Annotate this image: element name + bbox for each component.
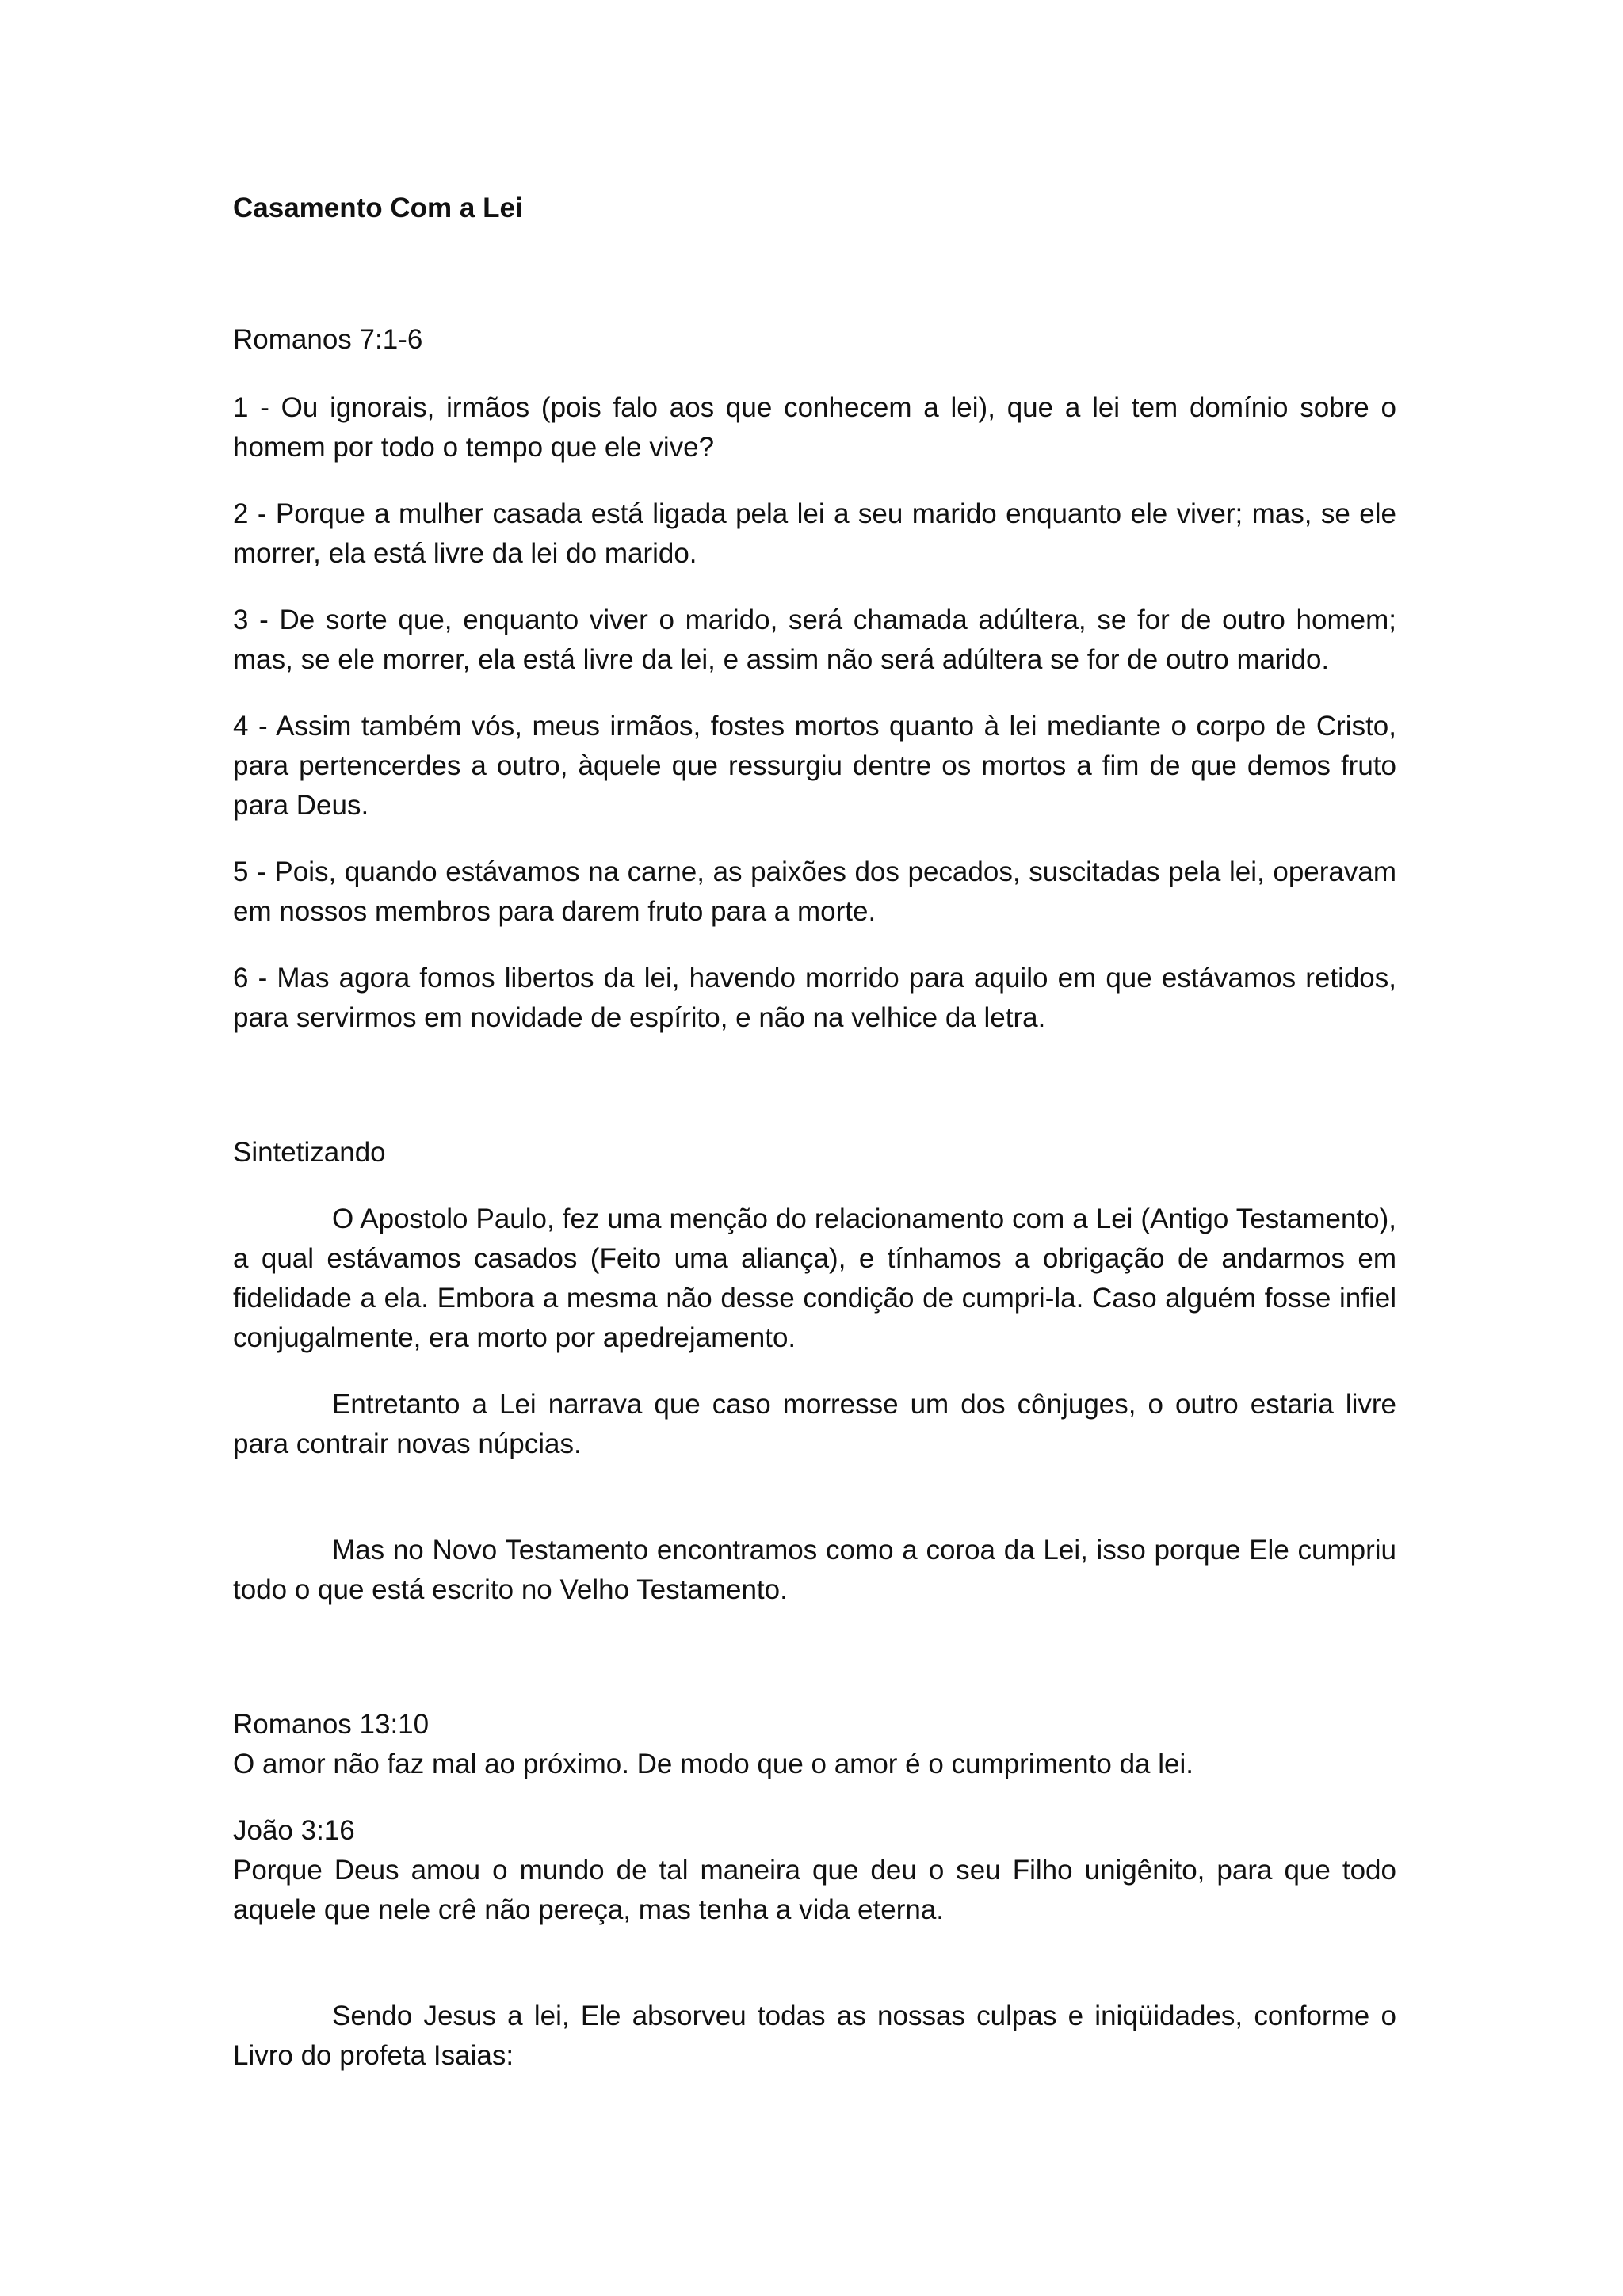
closing-paragraph: Sendo Jesus a lei, Ele absorveu todas as nossas culpas e iniqüidades, conforme o Livro do profeta Isaias:	[233, 2000, 1396, 2071]
reference-block-joao	[233, 1811, 1396, 1930]
verse-5: 5 - Pois, quando estávamos na carne, as paixões dos pecados, suscitadas pela lei, operavam em nossos membros para darem fruto para a morte.	[233, 856, 1396, 927]
reference-text: O amor não faz mal ao próximo. De modo que o amor é o cumprimento da lei.	[233, 1749, 1193, 1779]
reference-title: João 3:16	[233, 1815, 355, 1846]
reference-title: Romanos 13:10	[233, 1709, 430, 1740]
reference-block-romanos	[233, 1705, 1396, 1784]
document-body	[233, 189, 1396, 2103]
verse-6: 6 - Mas agora fomos libertos da lei, havendo morrido para aquilo em que estávamos retidos, para servirmos em novidade de espírito, e não na velhice da letra.	[233, 963, 1396, 1033]
summary-paragraph-3: Mas no Novo Testamento encontramos como a coroa da Lei, isso porque Ele cumpriu todo o que está escrito no Velho Testamento.	[233, 1535, 1396, 1605]
reference-text: Porque Deus amou o mundo de tal maneira que deu o seu Filho unigênito, para que todo aquele que nele crê não pereça, mas tenha a vida eterna.	[233, 1855, 1396, 1925]
verse-2: 2 - Porque a mulher casada está ligada pela lei a seu marido enquanto ele viver; mas, se ele morrer, ela está livre da lei do marido.	[233, 498, 1396, 569]
summary-paragraph-2: Entretanto a Lei narrava que caso morresse um dos cônjuges, o outro estaria livre para contrair novas núpcias.	[233, 1389, 1396, 1459]
summary-paragraph-1: O Apostolo Paulo, fez uma menção do relacionamento com a Lei (Antigo Testamento), a qual estávamos casados (Feito uma aliança), e tínhamos a obrigação de andarmos em fidelidade a ela. Embora a mesma não desse condição de cumpri-la. Caso alguém fosse infiel conjugalmente, era morto por apedrejamento.	[233, 1203, 1396, 1353]
reading-reference: Romanos 7:1-6	[233, 324, 423, 355]
document-title: Casamento Com a Lei	[233, 193, 523, 223]
verse-1: 1 - Ou ignorais, irmãos (pois falo aos que conhecem a lei), que a lei tem domínio sobre o homem por todo o tempo que ele vive?	[233, 392, 1396, 463]
verse-3: 3 - De sorte que, enquanto viver o marido, será chamada adúltera, se for de outro homem; mas, se ele morrer, ela está livre da lei, e assim não será adúltera se for de outro marido.	[233, 605, 1396, 675]
verse-4: 4 - Assim também vós, meus irmãos, fostes mortos quanto à lei mediante o corpo de Cristo, para pertencerdes a outro, àquele que ressurgiu dentre os mortos a fim de que demos fruto para Deus.	[233, 711, 1396, 821]
summary-heading: Sintetizando	[233, 1137, 386, 1168]
